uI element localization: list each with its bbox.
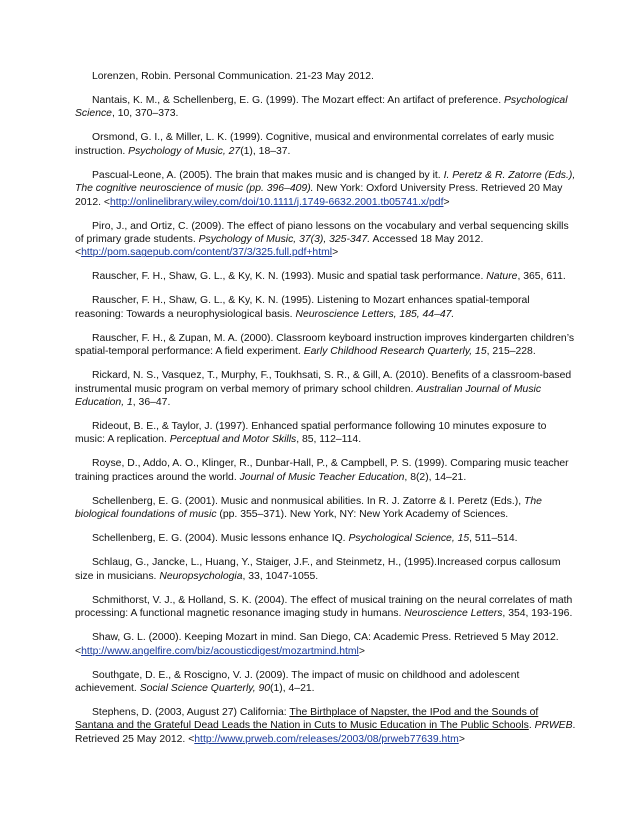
reference-entry xyxy=(75,270,576,283)
reference-entry xyxy=(75,631,576,658)
reference-text: (pp. 355–371). New York, NY: New York Academy of Sciences. xyxy=(216,509,509,521)
reference-text: , 36–47. xyxy=(132,397,171,409)
reference-entry xyxy=(75,220,576,260)
reference-italic-text: PRWEB xyxy=(534,720,573,732)
reference-text: (1), 4–21. xyxy=(270,682,315,694)
reference-italic-text: Early Childhood Research Quarterly, 15 xyxy=(303,346,487,358)
reference-text: Schmithorst, V. J., & Holland, S. K. (2004). The effect of musical training on the neural correlates of math processing: A functional magnetic resonance imaging study in humans. xyxy=(75,594,573,620)
reference-italic-text: Psychology of Music, 27 xyxy=(128,145,241,157)
reference-italic-text: Perceptual and Motor Skills xyxy=(169,434,297,446)
reference-text: Accessed 18 May 2012. < xyxy=(75,234,484,259)
reference-text: Southgate, D. E., & Roscigno, V. J. (2009). The impact of music on childhood and adolescent achievement. xyxy=(75,669,520,694)
reference-text: Nantais, K. M., & Schellenberg, E. G. (1999). The Mozart effect: An artifact of preference. xyxy=(92,95,504,106)
reference-text: (1), 18–37. xyxy=(240,145,291,157)
reference-entry xyxy=(75,706,576,746)
reference-text: New York: Oxford University Press. Retrieved 20 May 2012. < xyxy=(75,183,563,208)
reference-text: Orsmond, G. I., & Miller, L. K. (1999). Cognitive, musical and environmental correlates of early music instruction. xyxy=(75,132,554,157)
reference-text: , 354, 193-196. xyxy=(502,608,573,620)
reference-entry xyxy=(75,669,576,696)
reference-entry xyxy=(75,556,576,583)
reference-text: , 10, 370–373. xyxy=(111,108,179,120)
reference-entry xyxy=(75,420,576,447)
reference-italic-text: Neuropsychologia xyxy=(159,570,243,582)
reference-text: Rauscher, F. H., & Zupan, M. A. (2000). Classroom keyboard instruction improves kindergarten children’s spatial-temporal performance: A field experiment. xyxy=(75,332,575,358)
reference-text: Stephens, D. (2003, August 27) California: xyxy=(92,706,290,718)
reference-italic-text: Neuroscience Letters, 185, 44–47. xyxy=(295,308,455,320)
reference-text: > xyxy=(458,733,465,745)
reference-text: , 511–514. xyxy=(469,533,518,545)
reference-entry xyxy=(75,332,576,359)
reference-italic-text: Neuroscience Letters xyxy=(404,608,503,620)
reference-entry xyxy=(75,457,576,484)
reference-entry xyxy=(75,294,576,321)
reference-entry xyxy=(75,70,576,83)
reference-italic-text: Journal of Music Teacher Education xyxy=(239,471,405,483)
reference-text: Schlaug, G., Jancke, L., Huang, Y., Staiger, J.F., and Steinmetz, H., (1995).Increased corpus callosum size in musicians. xyxy=(75,557,561,582)
reference-italic-text: Nature xyxy=(486,271,518,283)
reference-text: > xyxy=(443,196,450,208)
reference-italic-text: Psychological Science xyxy=(75,95,568,120)
reference-text: , 33, 1047-1055. xyxy=(242,570,319,582)
reference-text: Rauscher, F. H., Shaw, G. L., & Ky, K. N. (1993). Music and spatial task performance. xyxy=(92,271,487,283)
reference-link[interactable]: http://onlinelibrary.wiley.com/doi/10.1111/j.1749-6632.2001.tb05741.x/pdf xyxy=(109,196,444,208)
reference-text: Schellenberg, E. G. (2004). Music lessons enhance IQ. xyxy=(92,533,349,545)
reference-text: Rauscher, F. H., Shaw, G. L., & Ky, K. N. (1995). Listening to Mozart enhances spatial-temporal reasoning: Towards a neurophysiological basis. xyxy=(75,295,530,320)
reference-italic-text: Psychological Science, 15 xyxy=(348,533,470,545)
reference-text: Pascual-Leone, A. (2005). The brain that makes music and is changed by it. xyxy=(92,169,444,181)
reference-link[interactable]: http://pom.sagepub.com/content/37/3/325.full.pdf+html xyxy=(81,247,333,259)
reference-text: , 365, 611. xyxy=(517,271,566,283)
reference-text: , 85, 112–114. xyxy=(296,434,362,446)
reference-entry xyxy=(75,369,576,409)
reference-text: Rickard, N. S., Vasquez, T., Murphy, F., Toukhsati, S. R., & Gill, A. (2010). Benefits of a classroom-based instrumental music program on verbal memory of primary school children. xyxy=(75,370,572,395)
reference-italic-text: Social Science Quarterly, 90 xyxy=(139,682,271,694)
reference-entry xyxy=(75,169,576,209)
reference-entry xyxy=(75,131,576,158)
reference-italic-text: Australian Journal of Music Education, 1 xyxy=(75,383,542,409)
reference-text: , 215–228. xyxy=(486,346,536,358)
reference-italic-text: The biological foundations of music xyxy=(75,495,542,521)
reference-entry xyxy=(75,532,576,545)
reference-entry xyxy=(75,94,576,121)
reference-text: . xyxy=(528,720,535,732)
reference-text: Royse, D., Addo, A. O., Klinger, R., Dunbar-Hall, P., & Campbell, P. S. (1999). Comparing music teacher training practices around the world. xyxy=(75,458,569,483)
reference-link[interactable]: http://www.angelfire.com/biz/acousticdigest/mozartmind.html xyxy=(81,645,359,657)
reference-text: . Retrieved 25 May 2012. < xyxy=(75,720,576,745)
reference-text: Lorenzen, Robin. Personal Communication. 21-23 May 2012. xyxy=(92,71,374,82)
reference-text: > xyxy=(332,247,339,259)
reference-italic-text: I. Peretz & R. Zatorre (Eds.), The cognitive neuroscience of music (pp. 396–409). xyxy=(75,169,576,195)
reference-text: Rideout, B. E., & Taylor, J. (1997). Enhanced spatial performance following 10 minutes exposure to music: A replication. xyxy=(75,421,547,446)
reference-entry xyxy=(75,495,576,522)
reference-text: Schellenberg, E. G. (2001). Music and nonmusical abilities. In R. J. Zatorre & I. Peretz (Eds.), xyxy=(92,495,524,507)
reference-text: Piro, J., and Ortiz, C. (2009). The effect of piano lessons on the vocabulary and verbal sequencing skills of primary grade students. xyxy=(75,220,569,246)
reference-link[interactable]: http://www.prweb.com/releases/2003/08/prweb77639.htm xyxy=(194,733,459,745)
reference-list xyxy=(75,70,576,746)
reference-entry xyxy=(75,594,576,621)
reference-text: Shaw, G. L. (2000). Keeping Mozart in mind. San Diego, CA: Academic Press. Retrieved 5 May 2012. < xyxy=(75,632,559,657)
reference-italic-text: Psychology of Music, 37(3), 325-347. xyxy=(198,234,371,246)
reference-text: > xyxy=(358,645,365,657)
reference-text: , 8(2), 14–21. xyxy=(404,471,467,483)
reference-underlined-title: The Birthplace of Napster, the IPod and the Sounds of Santana and the Grateful Dead Leads the Nation in Cuts to Music Education in The Public Schools xyxy=(75,706,539,732)
